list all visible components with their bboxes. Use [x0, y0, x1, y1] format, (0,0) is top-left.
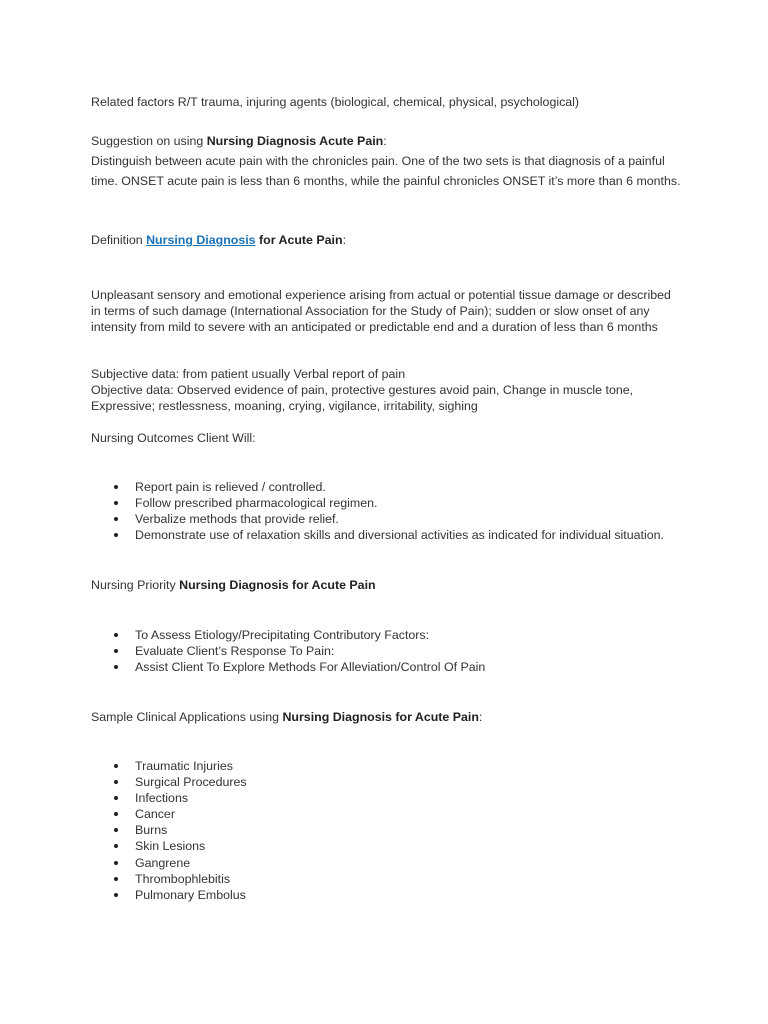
applications-heading	[91, 709, 691, 725]
suggestion-bold: Nursing Diagnosis Acute Pain	[206, 134, 384, 148]
subjective-data: Subjective data: from patient usually Verbal report of pain	[91, 367, 406, 381]
suggestion-heading	[91, 133, 691, 149]
list-item: To Assess Etiology/Precipitating Contributory Factors:	[113, 627, 733, 643]
list-item: Evaluate Client’s Response To Pain:	[113, 643, 733, 659]
priority-list	[113, 627, 733, 675]
suggestion-body: Distinguish between acute pain with the chronicles pain. One of the two sets is that diagnosis of a painful time. ONSET acute pain is less than 6 months, while the painful chronicles ONSET it’s more than 6 months.	[91, 154, 681, 188]
applications-bold: Nursing Diagnosis for Acute Pain	[282, 710, 479, 724]
list-item: Thrombophlebitis	[113, 871, 733, 887]
applications-list	[113, 758, 733, 903]
applications-prefix: Sample Clinical Applications using	[91, 710, 283, 724]
list-item: Gangrene	[113, 855, 733, 871]
definition-suffix: :	[342, 233, 347, 247]
definition-prefix: Definition	[91, 233, 147, 247]
definition-bold: for Acute Pain	[255, 233, 343, 247]
definition-heading	[91, 232, 691, 248]
nursing-diagnosis-link[interactable]: Nursing Diagnosis	[146, 233, 256, 247]
list-item: Infections	[113, 790, 733, 806]
list-item: Verbalize methods that provide relief.	[113, 511, 733, 527]
suggestion-prefix: Suggestion on using	[91, 134, 207, 148]
outcomes-list	[113, 479, 733, 543]
priority-bold: Nursing Diagnosis for Acute Pain	[179, 578, 376, 592]
list-item: Traumatic Injuries	[113, 758, 733, 774]
list-item: Cancer	[113, 806, 733, 822]
list-item: Skin Lesions	[113, 838, 733, 854]
list-item: Surgical Procedures	[113, 774, 733, 790]
applications-suffix: :	[478, 710, 483, 724]
priority-prefix: Nursing Priority	[91, 578, 180, 592]
list-item: Report pain is relieved / controlled.	[113, 479, 733, 495]
list-item: Demonstrate use of relaxation skills and diversional activities as indicated for individual situation.	[113, 527, 733, 543]
list-item: Assist Client To Explore Methods For Alleviation/Control Of Pain	[113, 659, 733, 675]
list-item: Follow prescribed pharmacological regimen.	[113, 495, 733, 511]
suggestion-suffix: :	[383, 134, 387, 148]
priority-heading	[91, 577, 691, 593]
objective-data: Objective data: Observed evidence of pain, protective gestures avoid pain, Change in muscle tone, Expressive; restlessness, moaning, crying, vigilance, irritability, sighing	[91, 383, 634, 413]
related-factors: Related factors R/T trauma, injuring agents (biological, chemical, physical, psychological)	[91, 95, 580, 109]
outcomes-heading: Nursing Outcomes Client Will:	[91, 431, 256, 445]
definition-body: Unpleasant sensory and emotional experience arising from actual or potential tissue damage or described in terms of such damage (International Association for the Study of Pain); sudden or slow onset of any intensity from mild to severe with an anticipated or predictable end and a duration of less than 6 months	[91, 288, 671, 334]
list-item: Burns	[113, 822, 733, 838]
list-item: Pulmonary Embolus	[113, 887, 733, 903]
